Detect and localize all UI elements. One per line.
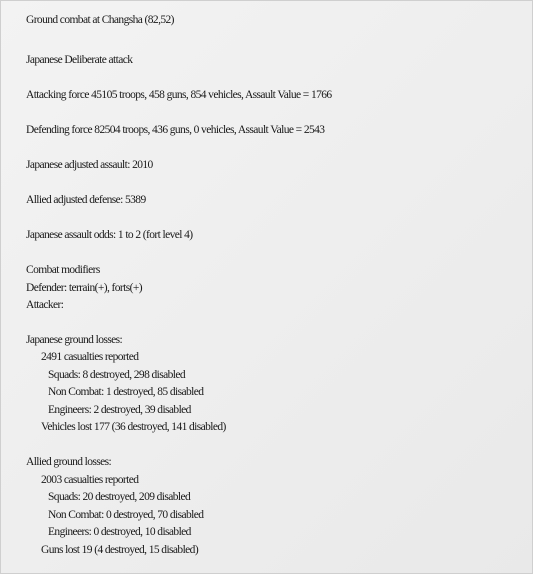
report-title: Ground combat at Changsha (82,52) [26, 14, 174, 26]
allied-losses-heading: Allied ground losses: [26, 456, 112, 468]
japanese-casualties: 2491 casualties reported [41, 351, 139, 363]
allied-non-combat: Non Combat: 0 destroyed, 70 disabled [48, 509, 204, 521]
japanese-losses-heading: Japanese ground losses: [26, 334, 123, 346]
attack-type: Japanese Deliberate attack [26, 54, 133, 66]
japanese-vehicles-lost: Vehicles lost 177 (36 destroyed, 141 disabled) [41, 421, 226, 433]
assault-odds: Japanese assault odds: 1 to 2 (fort level 4) [26, 229, 193, 241]
japanese-non-combat: Non Combat: 1 destroyed, 85 disabled [48, 386, 204, 398]
attacker-modifiers: Attacker: [26, 299, 64, 311]
allied-guns-lost: Guns lost 19 (4 destroyed, 15 disabled) [41, 544, 199, 556]
combat-modifiers-heading: Combat modifiers [26, 264, 100, 276]
allied-casualties: 2003 casualties reported [41, 474, 139, 486]
adjusted-defense: Allied adjusted defense: 5389 [26, 194, 146, 206]
japanese-squads: Squads: 8 destroyed, 298 disabled [48, 369, 186, 381]
japanese-engineers: Engineers: 2 destroyed, 39 disabled [48, 404, 191, 416]
adjusted-assault: Japanese adjusted assault: 2010 [26, 159, 153, 171]
attacking-force: Attacking force 45105 troops, 458 guns, 854 vehicles, Assault Value = 1766 [26, 89, 332, 101]
allied-squads: Squads: 20 destroyed, 209 disabled [48, 491, 191, 503]
allied-engineers: Engineers: 0 destroyed, 10 disabled [48, 526, 191, 538]
defender-modifiers: Defender: terrain(+), forts(+) [26, 282, 142, 294]
defending-force: Defending force 82504 troops, 436 guns, 0 vehicles, Assault Value = 2543 [26, 124, 325, 136]
